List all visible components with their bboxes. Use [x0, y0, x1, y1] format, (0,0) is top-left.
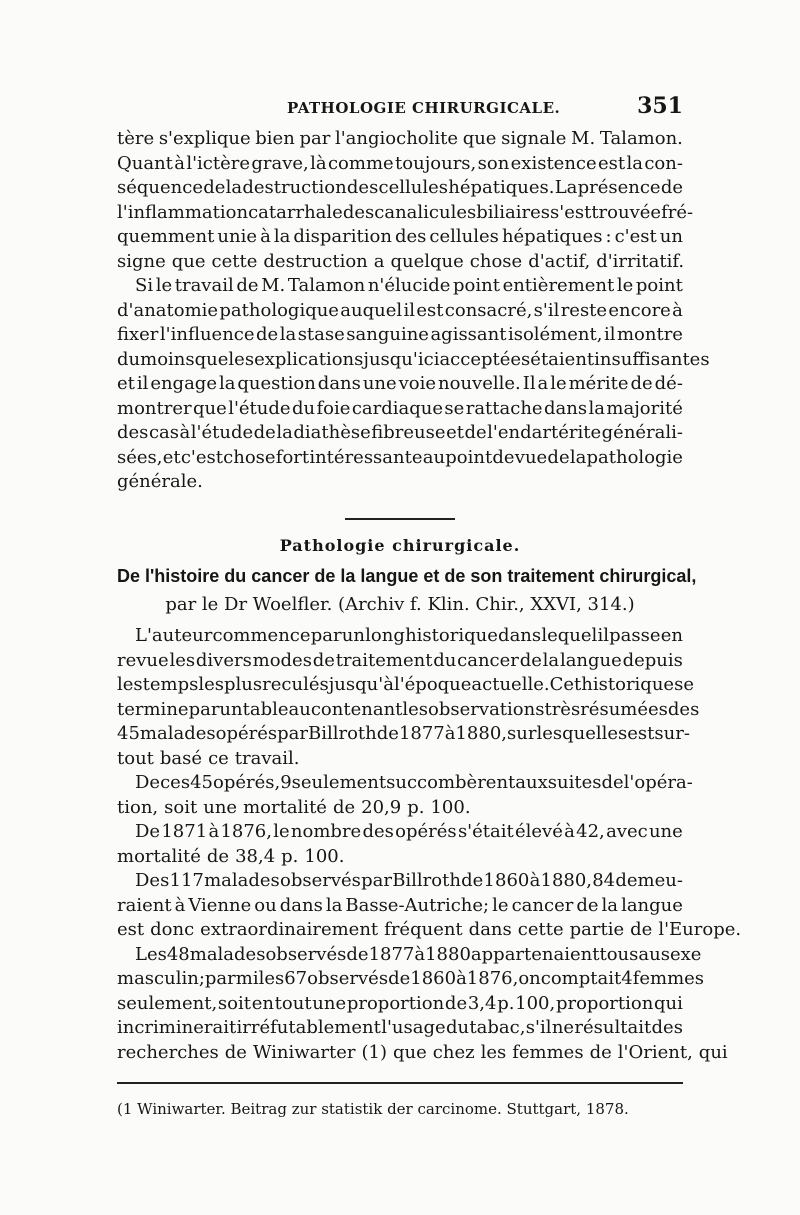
article-title: De l'histoire du cancer de la langue et de son traitement chirurgical,	[117, 566, 697, 586]
page-number: 351	[637, 93, 683, 119]
text-line: séquence de la destruction des cellules hépatiques. La présence de	[117, 177, 683, 198]
text-line: 45 malades opérés par Billroth de 1877 à 1880, sur lesquelles est sur-	[117, 723, 690, 744]
text-line: Si le travail de M. Talamon n'élucide point entièrement le point	[135, 275, 683, 296]
text-line: d'anatomie pathologique auquel il est consacré, s'il reste encore à	[117, 299, 683, 321]
text-line: Des 117 malades observés par Billroth de 1860 à 1880, 84 demeu-	[135, 870, 683, 891]
text-line: signe que cette destruction a quelque chose d'actif, d'irritatif.	[117, 250, 685, 272]
text-line: l'inflammation catarrhale des canalicules biliaires s'est trouvée fré-	[117, 201, 694, 223]
footnote: (1 Winiwarter. Beitrag zur statistik der carcinome. Stuttgart, 1878.	[117, 1100, 629, 1118]
section-divider	[345, 518, 455, 520]
article-body	[117, 624, 742, 1065]
text-line: masculin; parmi les 67 observés de 1860 à 1876, on comptait 4 femmes	[117, 968, 705, 989]
running-head: PATHOLOGIE CHIRURGICALE.	[287, 99, 561, 117]
text-line: De 1871 à 1876, le nombre des opérés s'était élevé à 42, avec une	[135, 821, 683, 842]
text-line: et il engage la question dans une voie nouvelle. Il a le mérite de dé-	[117, 373, 683, 394]
continued-text	[117, 127, 710, 495]
article-source: par le Dr Woelfler. (Archiv f. Klin. Chir., XXVI, 314.)	[165, 594, 635, 615]
text-line: Les 48 malades observés de 1877 à 1880 appartenaient tous au sexe	[135, 943, 702, 965]
text-line: revue les divers modes de traitement du cancer de la langue depuis	[117, 649, 683, 671]
text-line: tère s'explique bien par l'angiocholite que signale M. Talamon.	[117, 128, 683, 149]
text-line: termine par un tableau contenant les observations très résumées des	[117, 698, 700, 720]
text-line: recherches de Winiwarter (1) que chez les femmes de l'Orient, qui	[117, 1041, 728, 1063]
text-line: les temps les plus reculés jusqu'à l'époque actuelle. Cet historique se	[117, 674, 694, 695]
text-line: du moins que les explications jusqu'ici acceptées étaient insuffisantes	[117, 348, 710, 370]
footnote-rule	[117, 1082, 683, 1084]
text-line: L'auteur commence par un long historique dans lequel il passe en	[135, 625, 683, 646]
page-header	[117, 93, 683, 123]
text-line: mortalité de 38,4 p. 100.	[117, 845, 345, 867]
text-line: Quant à l'ictère grave, là comme toujours, son existence est la con-	[117, 152, 683, 174]
text-line: fixer l'influence de la stase sanguine agissant isolément, il montre	[117, 324, 683, 345]
text-line: tout basé ce travail.	[117, 747, 300, 769]
text-line: tion, soit une mortalité de 20,9 p. 100.	[117, 796, 471, 818]
text-line: générale.	[117, 471, 203, 492]
text-line: des cas à l'étude de la diathèse fibreuse et de l'endartérite générali-	[117, 422, 683, 443]
text-line: raient à Vienne ou dans la Basse-Autriche; le cancer de la langue	[117, 894, 683, 916]
text-line: quemment unie à la disparition des cellules hépatiques : c'est un	[117, 226, 683, 247]
text-line: est donc extraordinairement fréquent dans cette partie de l'Europe.	[117, 919, 742, 940]
text-line: montrer que l'étude du foie cardiaque se rattache dans la majorité	[117, 397, 683, 419]
text-line: sées, et c'est chose fort intéressante au point de vue de la pathologie	[117, 446, 683, 468]
text-line: incriminerait irréfutablement l'usage du tabac, s'il ne résultait des	[117, 1017, 683, 1038]
section-title: Pathologie chirurgicale.	[279, 536, 521, 555]
text-line: De ces 45 opérés, 9 seulement succombèrent aux suites de l'opéra-	[135, 772, 693, 793]
text-line: seulement, soit en tout une proportion de 3,4 p. 100, proportion qui	[117, 992, 683, 1014]
